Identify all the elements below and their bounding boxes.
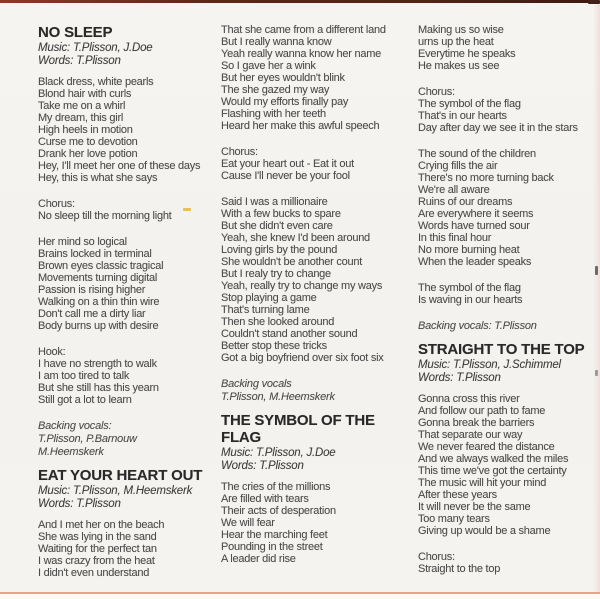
- backing-vocals-line: Backing vocals: T.Plisson: [418, 320, 537, 332]
- lyric-line: Said I was a millionaire: [221, 196, 328, 208]
- scan-artifact-yellow-mark: [183, 208, 191, 211]
- stanza: [418, 148, 596, 268]
- lyric-line: Chorus:: [418, 551, 455, 563]
- lyric-line: I am too tired to talk: [38, 370, 130, 382]
- lyric-line: Stop playing a game: [221, 292, 317, 304]
- lyric-line: But I really wanna know: [221, 36, 332, 48]
- lyric-line: Blond hair with curls: [38, 88, 132, 100]
- lyric-line: We never feared the distance: [418, 441, 555, 453]
- lyric-line: Too many tears: [418, 513, 490, 525]
- lyric-line: Chorus:: [38, 198, 75, 210]
- lyric-line: High heels in motion: [38, 124, 133, 136]
- lyric-line: Her mind so logical: [38, 236, 127, 248]
- backing-vocals-line: T.Plisson, P.Barnouw: [38, 433, 137, 445]
- song-credits: [221, 447, 399, 473]
- lyric-line: Cause I'll never be your fool: [221, 170, 350, 182]
- credits-line: Words: T.Plisson: [38, 55, 121, 67]
- song-title-line: STRAIGHT TO THE TOP: [418, 341, 585, 358]
- stanza: [38, 76, 216, 184]
- lyric-line: That she came from a different land: [221, 24, 386, 36]
- lyric-line: The cries of the millions: [221, 481, 331, 493]
- song-title: [38, 467, 216, 484]
- lyric-line: Brown eyes classic tragical: [38, 260, 164, 272]
- lyric-line: Got a big boyfriend over six foot six: [221, 352, 384, 364]
- lyric-line: When the leader speaks: [418, 256, 532, 268]
- lyric-line: Is waving in our hearts: [418, 294, 523, 306]
- lyric-line: Drank her love potion: [38, 148, 138, 160]
- lyric-line: Hey, this is what she says: [38, 172, 158, 184]
- lyric-line: And we always walked the miles: [418, 453, 569, 465]
- lyric-line: And I met her on the beach: [38, 519, 165, 531]
- stanza: [221, 196, 399, 364]
- scan-artifact-edge-speck: [595, 266, 598, 275]
- lyric-line: Crying fills the air: [418, 160, 498, 172]
- lyric-line: But I realy try to change: [221, 268, 331, 280]
- lyric-line: It will never be the same: [418, 501, 531, 513]
- song-title: [221, 412, 399, 446]
- backing-vocals-line: M.Heemskerk: [38, 446, 104, 458]
- lyric-line: Gonna cross this river: [418, 393, 520, 405]
- lyric-line: No sleep till the morning light: [38, 210, 172, 222]
- lyric-line: Take me on a whirl: [38, 100, 126, 112]
- lyric-line: Movements turning digital: [38, 272, 158, 284]
- lyric-line: Hook:: [38, 346, 66, 358]
- top-border-line: [0, 0, 600, 3]
- lyric-line: I didn't even understand: [38, 567, 150, 579]
- lyric-line: Heard her make this awful speech: [221, 120, 380, 132]
- lyric-line: With a few bucks to spare: [221, 208, 341, 220]
- backing-vocals: [221, 378, 399, 404]
- credits-line: Words: T.Plisson: [221, 460, 304, 472]
- lyric-line: That's turning lame: [221, 304, 310, 316]
- lyric-line: Everytime he speaks: [418, 48, 516, 60]
- lyric-line: That's in our hearts: [418, 110, 507, 122]
- lyric-line: Eat your heart out - Eat it out: [221, 158, 354, 170]
- backing-vocals-line: Backing vocals:: [38, 420, 112, 432]
- lyric-line: I was crazy from the heat: [38, 555, 155, 567]
- lyric-line: Ruins of our dreams: [418, 196, 513, 208]
- lyric-line: Better stop these tricks: [221, 340, 327, 352]
- lyric-line: She wouldn't be another count: [221, 256, 363, 268]
- lyric-line: A leader did rise: [221, 553, 296, 565]
- lyric-line: Would my efforts finally pay: [221, 96, 349, 108]
- credits-line: Words: T.Plisson: [418, 372, 501, 384]
- lyric-line: Chorus:: [418, 86, 455, 98]
- lyric-line: But she didn't even care: [221, 220, 333, 232]
- stanza: [418, 551, 596, 575]
- credits-line: Words: T.Plisson: [38, 498, 121, 510]
- lyric-line: The she gazed my way: [221, 84, 330, 96]
- credits-line: Music: T.Plisson, J.Doe: [221, 447, 336, 459]
- credits-line: Music: T.Plisson, M.Heemskerk: [38, 485, 193, 497]
- lyric-line: Making us so wise: [418, 24, 504, 36]
- song-title-line: EAT YOUR HEART OUT: [38, 467, 203, 484]
- lyric-line: We're all aware: [418, 184, 490, 196]
- lyric-line: Yeah really wanna know her name: [221, 48, 382, 60]
- scan-artifact-edge-speck: [595, 370, 598, 376]
- song-title-line: FLAG: [221, 429, 262, 446]
- lyric-line: He makes us see: [418, 60, 500, 72]
- lyric-line: And follow our path to fame: [418, 405, 546, 417]
- lyric-line: After these years: [418, 489, 497, 501]
- lyric-line: Waiting for the perfect tan: [38, 543, 157, 555]
- lyric-line: I have no strength to walk: [38, 358, 157, 370]
- song-credits: [38, 485, 216, 511]
- lyric-line: Then she looked around: [221, 316, 335, 328]
- lyric-line: Words have turned sour: [418, 220, 530, 232]
- backing-vocals-line: T.Plisson, M.Heemskerk: [221, 391, 335, 403]
- scan-artifact-corner-mark: [588, 0, 600, 4]
- lyric-line: But she still has this yearn: [38, 382, 159, 394]
- lyric-line: Still got a lot to learn: [38, 394, 132, 406]
- stanza: [221, 146, 399, 182]
- backing-vocals-line: Backing vocals: [221, 378, 292, 390]
- bottom-paper-strip: [0, 594, 600, 599]
- lyrics-column-3: [418, 24, 596, 589]
- lyric-line: Gonna break the barriers: [418, 417, 535, 429]
- lyric-line: Chorus:: [221, 146, 258, 158]
- lyric-line: We will fear: [221, 517, 275, 529]
- lyric-line: That separate our way: [418, 429, 523, 441]
- lyric-line: Their acts of desperation: [221, 505, 336, 517]
- lyric-line: In this final hour: [418, 232, 492, 244]
- lyric-line: Couldn't stand another sound: [221, 328, 358, 340]
- stanza: [221, 24, 399, 132]
- stanza: [38, 519, 216, 579]
- lyrics-column-2: [221, 24, 399, 579]
- lyric-line: My dream, this girl: [38, 112, 124, 124]
- stanza: [38, 346, 216, 406]
- lyric-line: Yeah, she knew I'd been around: [221, 232, 370, 244]
- lyric-line: This time we've got the certainty: [418, 465, 567, 477]
- lyric-line: Hear the marching feet: [221, 529, 328, 541]
- lyric-line: No more burning heat: [418, 244, 520, 256]
- credits-line: Music: T.Plisson, J.Doe: [38, 42, 153, 54]
- lyric-line: Brains locked in terminal: [38, 248, 152, 260]
- stanza: [418, 282, 596, 306]
- lyric-line: Don't call me a dirty liar: [38, 308, 146, 320]
- lyric-line: Are filled with tears: [221, 493, 309, 505]
- lyric-line: The symbol of the flag: [418, 98, 521, 110]
- lyric-line: There's no more turning back: [418, 172, 554, 184]
- song-title: [418, 341, 596, 358]
- lyric-line: urns up the heat: [418, 36, 494, 48]
- lyric-line: Walking on a thin thin wire: [38, 296, 160, 308]
- song-credits: [38, 42, 216, 68]
- lyric-line: Passion is rising higher: [38, 284, 146, 296]
- lyric-line: Giving up would be a shame: [418, 525, 551, 537]
- lyric-line: Curse me to devotion: [38, 136, 138, 148]
- credits-line: Music: T.Plisson, J.Schimmel: [418, 359, 561, 371]
- lyric-line: Flashing with her teeth: [221, 108, 326, 120]
- lyric-line: Are everywhere it seems: [418, 208, 534, 220]
- backing-vocals: [418, 320, 596, 333]
- lyric-line: Pounding in the street: [221, 541, 323, 553]
- lyric-line: The sound of the children: [418, 148, 536, 160]
- song-credits: [418, 359, 596, 385]
- lyric-line: The music will hit your mind: [418, 477, 547, 489]
- stanza: [418, 24, 596, 72]
- stanza: [38, 236, 216, 332]
- song-title-line: THE SYMBOL OF THE: [221, 412, 375, 429]
- lyric-line: Hey, I'll meet her one of these days: [38, 160, 201, 172]
- lyric-line: So I gave her a wink: [221, 60, 316, 72]
- lyric-line: Straight to the top: [418, 563, 501, 575]
- lyrics-column-1: [38, 24, 216, 593]
- lyric-line: But her eyes wouldn't blink: [221, 72, 345, 84]
- lyric-line: Yeah, really try to change my ways: [221, 280, 383, 292]
- lyric-line: She was lying in the sand: [38, 531, 157, 543]
- backing-vocals: [38, 420, 216, 459]
- stanza: [221, 481, 399, 565]
- song-title-line: NO SLEEP: [38, 24, 113, 41]
- lyric-line: Day after day we see it in the stars: [418, 122, 578, 134]
- lyric-line: The symbol of the flag: [418, 282, 521, 294]
- stanza: [418, 393, 596, 537]
- stanza: [418, 86, 596, 134]
- lyric-line: Body burns up with desire: [38, 320, 159, 332]
- lyric-line: Black dress, white pearls: [38, 76, 154, 88]
- song-title: [38, 24, 216, 41]
- lyric-line: Loving girls by the pound: [221, 244, 338, 256]
